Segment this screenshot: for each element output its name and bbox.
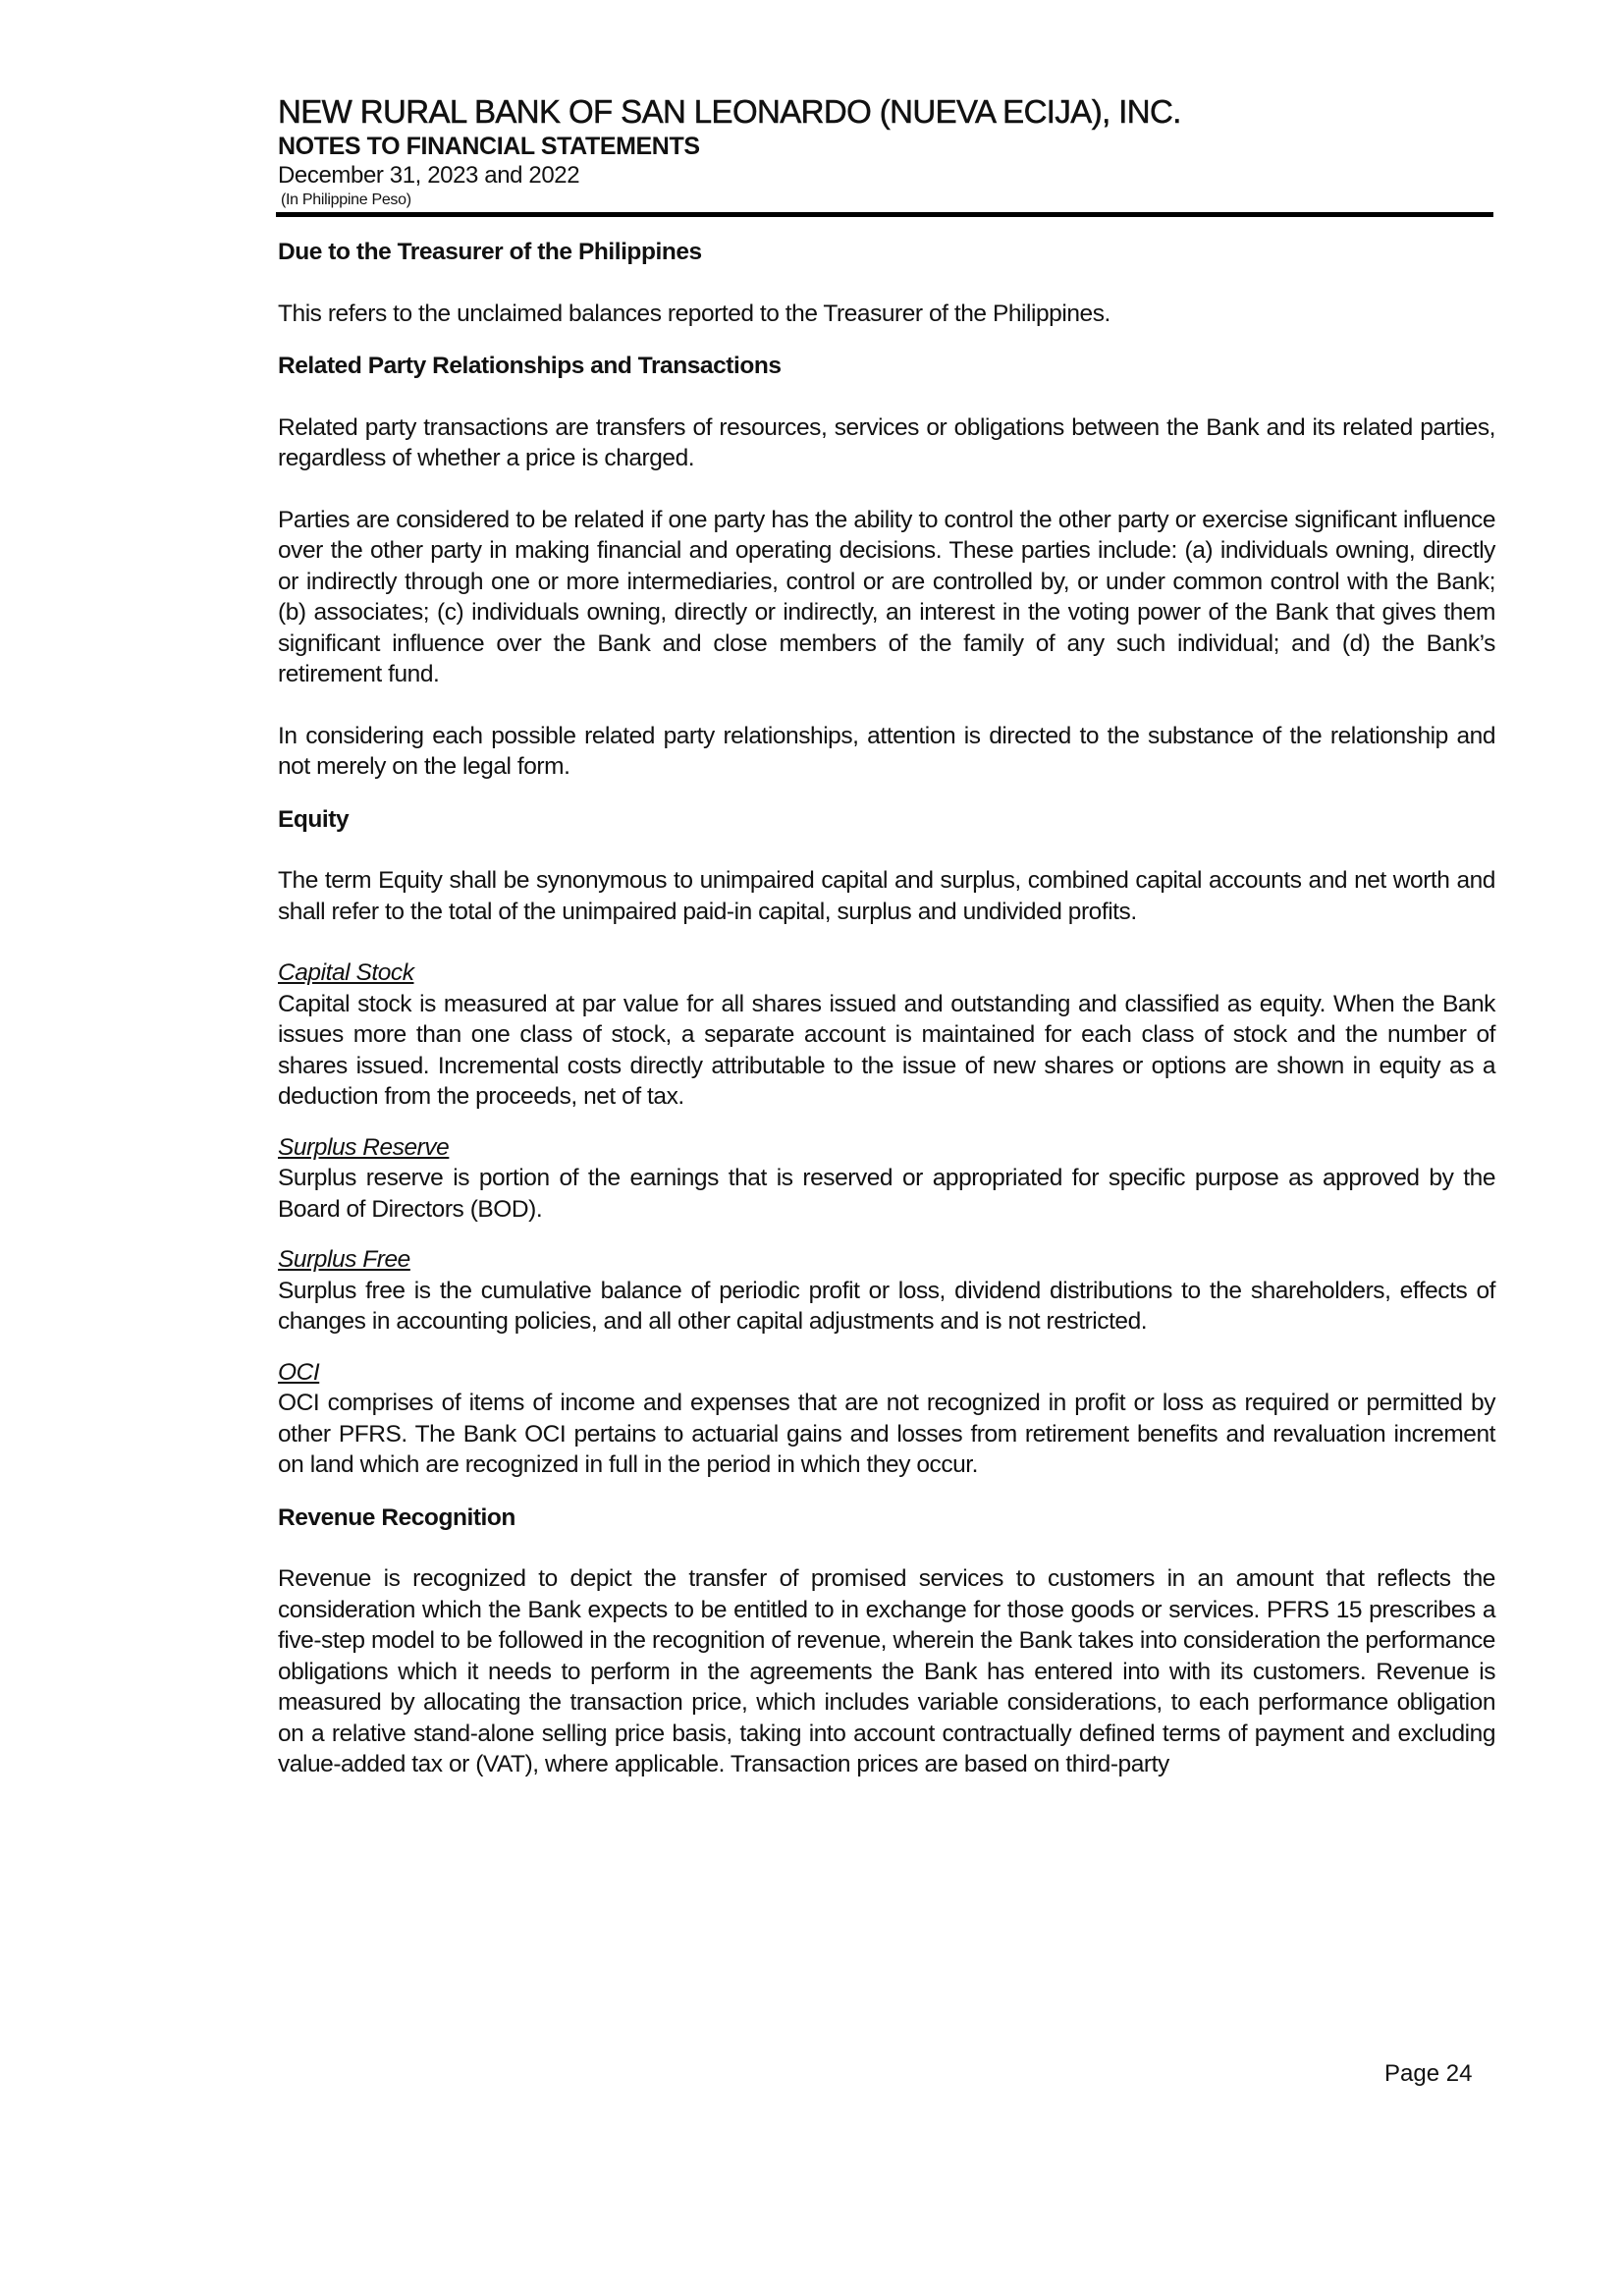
document-header: [278, 92, 1495, 217]
subheading-oci: OCI: [278, 1358, 320, 1386]
related-party-paragraph-3: In considering each possible related party relationships, attention is directed to the substance of the relationship and not merely on the legal form.: [278, 722, 1495, 780]
document-title: NOTES TO FINANCIAL STATEMENTS: [278, 133, 700, 160]
header-divider: [276, 212, 1493, 217]
currency-note: (In Philippine Peso): [281, 191, 411, 208]
subheading-surplus-reserve: Surplus Reserve: [278, 1133, 450, 1161]
document-body: [278, 237, 1495, 1780]
section-heading-revenue: Revenue Recognition: [278, 1503, 515, 1531]
section-heading-treasurer: Due to the Treasurer of the Philippines: [278, 239, 702, 265]
related-party-paragraph-2: Parties are considered to be related if one party has the ability to control the other party or exercise significant influence over the other party in making financial and operating decisions. These parties include: (a) individuals owning, directly or indirectly through one or more intermediaries, control or are controlled by, or under common control with the Bank; (b) associates; (c) individuals owning, directly or indirectly, an interest in the voting power of the Bank that gives them significant influence over the Bank and close members of the family of any such individual; and (d) the Bank’s retirement fund.: [278, 506, 1495, 687]
page-number: Page 24: [1384, 2060, 1473, 2087]
revenue-text: Revenue is recognized to depict the transfer of promised services to customers in an amount that reflects the consideration which the Bank expects to be entitled to in exchange for those goods or services. PFRS 15 prescribes a five-step model to be followed in the recognition of revenue, wherein the Bank takes into consideration the performance obligations which it needs to perform in the agreements the Bank has entered into with its customers. Revenue is measured by allocating the transaction price, which includes variable considerations, to each performance obligation on a relative stand-alone selling price basis, taking into account contractually defined terms of payment and excluding value-added tax or (VAT), where applicable. Transaction prices are based on third-party: [278, 1565, 1495, 1777]
related-party-paragraph-1: Related party transactions are transfers of resources, services or obligations between the Bank and its related parties, regardless of whether a price is charged.: [278, 413, 1495, 471]
reporting-period: December 31, 2023 and 2022: [278, 162, 580, 189]
oci-text: OCI comprises of items of income and expenses that are not recognized in profit or loss as required or permitted by other PFRS. The Bank OCI pertains to actuarial gains and losses from retirement benefits and revaluation increment on land which are recognized in full in the period in which they occur.: [278, 1390, 1495, 1478]
section-heading-equity: Equity: [278, 805, 350, 833]
section-heading-related-party: Related Party Relationships and Transactions: [278, 353, 782, 379]
treasurer-text: This refers to the unclaimed balances reported to the Treasurer of the Philippines.: [278, 300, 1110, 327]
document-page: [278, 92, 1495, 1780]
surplus-free-text: Surplus free is the cumulative balance of periodic profit or loss, dividend distributions to the shareholders, effects of changes in accounting policies, and all other capital adjustments and is not restricted.: [278, 1277, 1495, 1335]
capital-stock-text: Capital stock is measured at par value for all shares issued and outstanding and classified as equity. When the Bank issues more than one class of stock, a separate account is maintained for each class of stock and the number of shares issued. Incremental costs directly attributable to the issue of new shares or options are shown in equity as a deduction from the proceeds, net of tax.: [278, 990, 1495, 1110]
equity-intro: The term Equity shall be synonymous to unimpaired capital and surplus, combined capital accounts and net worth and shall refer to the total of the unimpaired paid-in capital, surplus and undivided profits.: [278, 867, 1495, 925]
subheading-surplus-free: Surplus Free: [278, 1246, 410, 1273]
subheading-capital-stock: Capital Stock: [278, 959, 414, 986]
surplus-reserve-text: Surplus reserve is portion of the earnings that is reserved or appropriated for specific purpose as approved by the Board of Directors (BOD).: [278, 1165, 1495, 1223]
company-name: NEW RURAL BANK OF SAN LEONARDO (NUEVA ECIJA), INC.: [278, 93, 1181, 130]
